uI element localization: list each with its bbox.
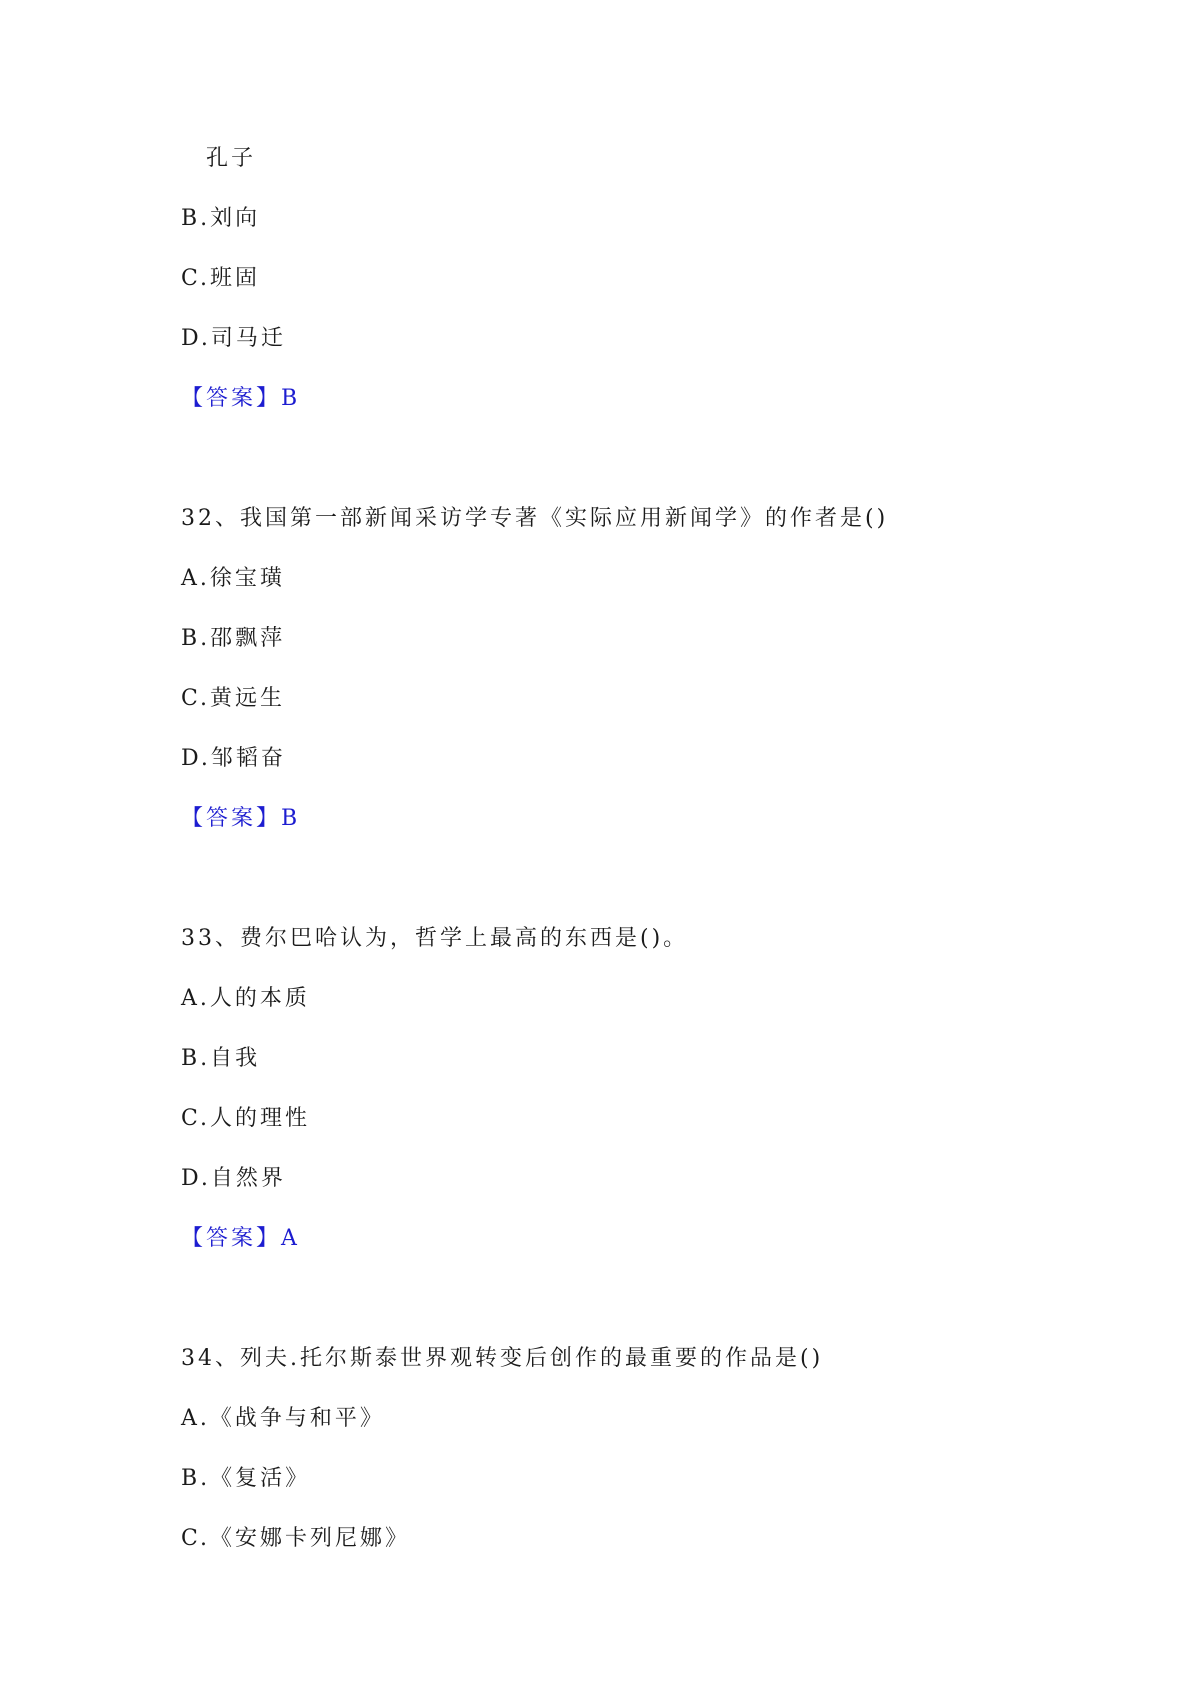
q32-option-d: D.邹韬奋 [181,746,286,771]
q32-stem: 32、我国第一部新闻采访学专著《实际应用新闻学》的作者是() [181,506,889,531]
q32-option-a: A.徐宝璜 [181,566,285,591]
q31-option-c: C.班固 [181,266,261,291]
q31-answer: 【答案】B [181,386,301,411]
q34-option-a: A.《战争与和平》 [181,1406,385,1431]
q31-option-d: D.司马迁 [181,326,286,351]
q33-option-c: C.人的理性 [181,1106,311,1131]
q34-option-b: B.《复活》 [181,1466,311,1491]
q34-option-c: C.《安娜卡列尼娜》 [181,1526,411,1551]
q33-option-b: B.自我 [181,1046,261,1071]
q31-option-a-tail: 孔子 [206,146,257,171]
q33-option-a: A.人的本质 [181,986,310,1011]
q32-answer: 【答案】B [181,806,301,831]
q33-option-d: D.自然界 [181,1166,286,1191]
q33-answer: 【答案】A [181,1226,300,1251]
q32-option-c: C.黄远生 [181,686,286,711]
q32-option-b: B.邵飘萍 [181,626,286,651]
q31-option-b: B.刘向 [181,206,261,231]
q34-stem: 34、列夫.托尔斯泰世界观转变后创作的最重要的作品是() [181,1346,824,1371]
q33-stem: 33、费尔巴哈认为，哲学上最高的东西是()。 [181,926,689,951]
